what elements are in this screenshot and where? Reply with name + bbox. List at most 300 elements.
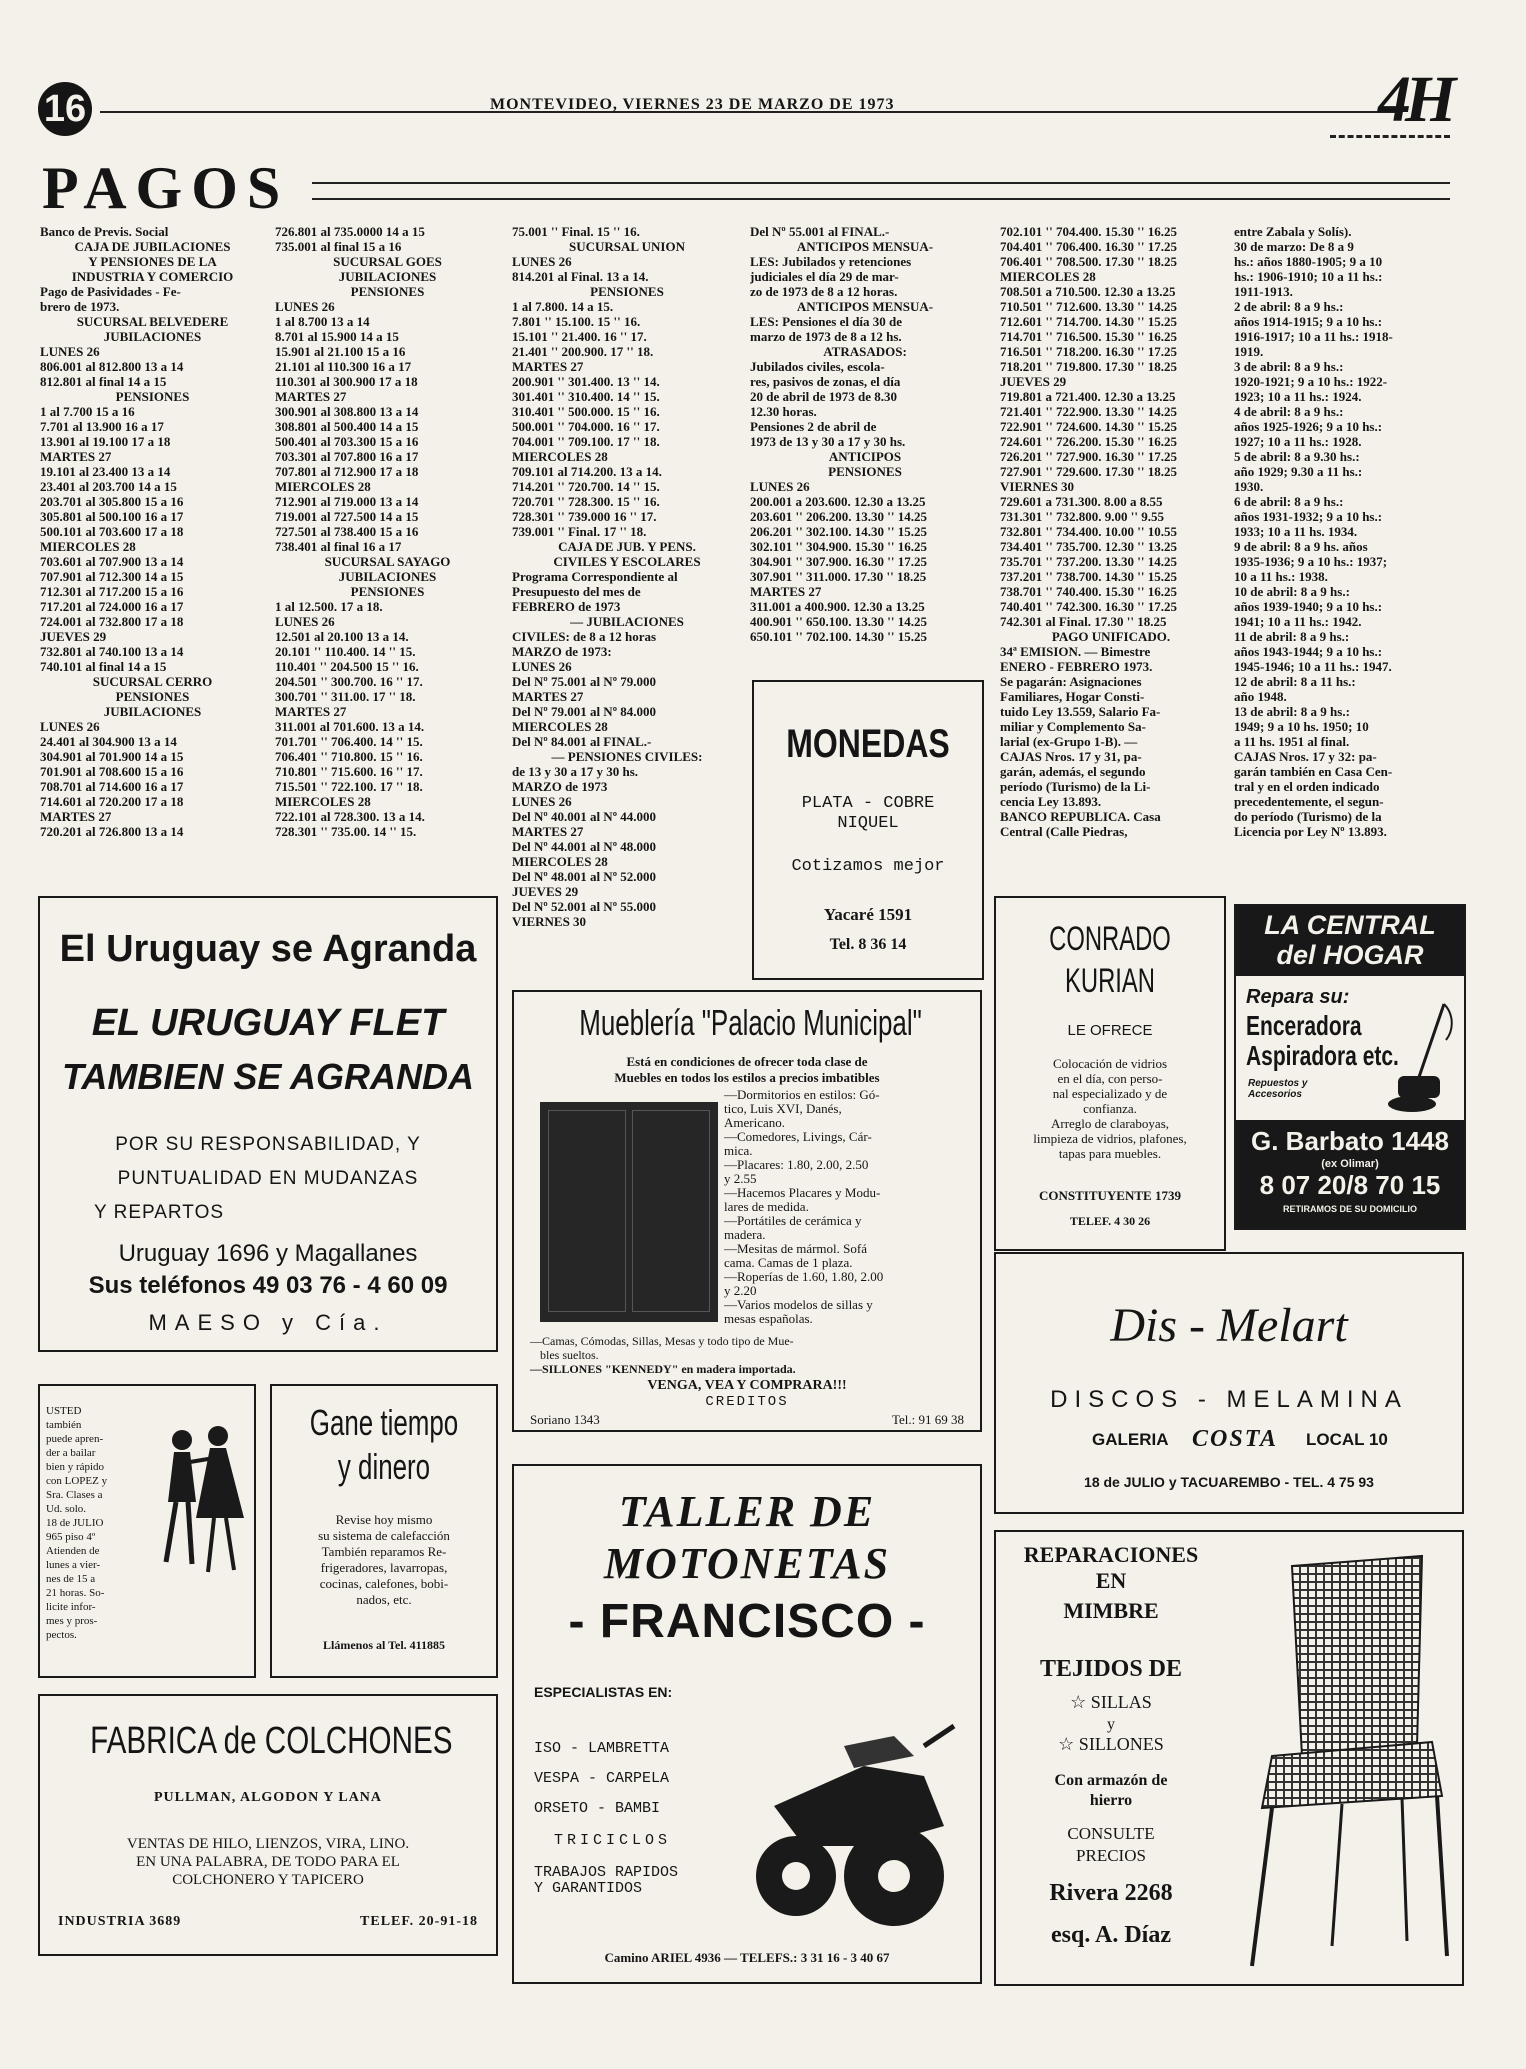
schedule-line: MARTES 27 (512, 689, 584, 704)
schedule-line: Del Nº 52.001 al Nº 55.000 (512, 899, 656, 914)
schedule-line: SUCURSAL UNION (569, 239, 685, 254)
schedule-line: 21.401 '' 200.900. 17 '' 18. (512, 344, 654, 359)
schedule-line: MARTES 27 (512, 824, 584, 839)
schedule-line: 1923; 10 a 11 hs.: 1924. (1234, 389, 1362, 404)
lopez-text-line: 18 de JULIO (46, 1517, 104, 1529)
schedule-line: PENSIONES (828, 464, 902, 479)
schedule-line: SUCURSAL SAYAGO (324, 554, 451, 569)
taller-fast1: TRABAJOS RAPIDOS (534, 1864, 679, 1881)
schedule-line: 12.30 horas. (750, 404, 817, 419)
muebleria-credit: CREDITOS (705, 1394, 789, 1410)
lopez-text-line: USTED (46, 1405, 82, 1417)
schedule-line: JUEVES 29 (40, 629, 107, 644)
schedule-line: 4 de abril: 8 a 9 hs.: (1234, 404, 1344, 419)
colchones-phone: TELEF. 20-91-18 (360, 1914, 478, 1929)
schedule-line: Pensiones 2 de abril de (750, 419, 877, 434)
schedule-line: LES: Pensiones el día 30 de (750, 314, 903, 329)
schedule-line: 15.901 al 21.100 15 a 16 (275, 344, 406, 359)
schedule-line: JUBILACIONES (103, 704, 202, 719)
schedule-line: ANTICIPOS MENSUA- (796, 299, 934, 314)
schedule-line: 720.201 al 726.800 13 a 14 (40, 824, 184, 839)
schedule-line: hs.: 1906-1910; 10 a 11 hs.: (1234, 269, 1383, 284)
schedule-line: 712.301 al 717.200 15 a 16 (40, 584, 184, 599)
schedule-line: 738.401 al final 16 a 17 (275, 539, 402, 554)
mimbre-frame2: hierro (1089, 1792, 1133, 1809)
muebleria-intro2: Muebles en todos los estilos a precios imbatibles (614, 1070, 880, 1085)
lopez-text (46, 1404, 158, 1642)
mimbre-corner: esq. A. Díaz (1051, 1922, 1171, 1948)
schedule-line: ENERO - FEBRERO 1973. (1000, 659, 1153, 674)
taller-address: Camino ARIEL 4936 — TELEFS.: 3 31 16 - 3 40 67 (604, 1950, 890, 1965)
schedule-line: 735.001 al final 15 a 16 (275, 239, 402, 254)
monedas-phone: Tel. 8 36 14 (829, 936, 907, 953)
colchones-body2: EN UNA PALABRA, DE TODO PARA EL (136, 1854, 400, 1870)
schedule-line: 304.901 '' 307.900. 16.30 '' 17.25 (750, 554, 927, 569)
schedule-line: — JUBILACIONES (570, 614, 684, 629)
ad-mimbre (994, 1530, 1464, 1986)
schedule-line: ATRASADOS: (823, 344, 907, 359)
schedule-line: JUBILACIONES (338, 269, 437, 284)
mimbre-sub: TEJIDOS DE (1039, 1656, 1183, 1682)
muebleria-items-line: cama. Camas de 1 plaza. (724, 1255, 853, 1270)
maeso-body1: POR SU RESPONSABILIDAD, Y (115, 1134, 421, 1155)
schedule-line: 305.801 al 500.100 16 a 17 (40, 509, 184, 524)
schedule-line: 701.901 al 708.600 15 a 16 (40, 764, 184, 779)
schedule-line: 712.601 '' 714.700. 14.30 '' 15.25 (1000, 314, 1177, 329)
schedule-line: año 1929; 9.30 a 11 hs.: (1234, 464, 1363, 479)
schedule-line: CAJAS Nros. 17 y 31, pa- (1000, 749, 1142, 764)
schedule-line: 23.401 al 203.700 14 a 15 (40, 479, 177, 494)
schedule-line: 300.701 '' 311.00. 17 '' 18. (275, 689, 416, 704)
schedule-line: 719.001 al 727.500 14 a 15 (275, 509, 419, 524)
schedule-line: 10 a 11 hs.: 1938. (1234, 569, 1328, 584)
logo-underline (1330, 135, 1450, 138)
schedule-line: 714.701 '' 716.500. 15.30 '' 16.25 (1000, 329, 1177, 344)
schedule-line: 701.701 '' 706.400. 14 '' 15. (275, 734, 423, 749)
schedule-line: MIERCOLES 28 (512, 854, 608, 869)
pagos-column-4 (750, 224, 980, 659)
muebleria-items-line: —Mesitas de mármol. Sofá (724, 1241, 867, 1256)
schedule-line: 720.701 '' 728.300. 15 '' 16. (512, 494, 660, 509)
schedule-line: JUBILACIONES (103, 329, 202, 344)
schedule-line: 814.201 al Final. 13 a 14. (512, 269, 649, 284)
lopez-text-line: licite infor- (46, 1601, 96, 1613)
schedule-line: larial (ex-Grupo 1-B). — (1000, 734, 1138, 749)
schedule-line: 500.401 al 703.300 15 a 16 (275, 434, 419, 449)
schedule-line: MARTES 27 (750, 584, 822, 599)
muebleria-items-line: mesas españolas. (724, 1311, 813, 1326)
schedule-line: Programa Correspondiente al (512, 569, 678, 584)
schedule-line: 203.701 al 305.800 15 a 16 (40, 494, 184, 509)
lopez-text-line: lunes a vier- (46, 1559, 101, 1571)
colchones-sub: PULLMAN, ALGODON Y LANA (153, 1790, 383, 1805)
central-repair: Repara su: (1246, 986, 1350, 1008)
dancing-couple-icon (152, 1422, 252, 1600)
muebleria-footer3: —SILLONES "KENNEDY" en madera importada. (530, 1362, 796, 1376)
ad-melart (994, 1252, 1464, 1514)
schedule-line: Familiares, Hogar Consti- (1000, 689, 1145, 704)
schedule-line: JUEVES 29 (512, 884, 579, 899)
schedule-line: 728.301 '' 735.00. 14 '' 15. (275, 824, 417, 839)
kurian-offers: LE OFRECE (1067, 1022, 1153, 1039)
ad-maeso (38, 896, 498, 1352)
schedule-line: Jubilados civiles, escola- (750, 359, 885, 374)
schedule-line: 308.801 al 500.400 14 a 15 (275, 419, 419, 434)
schedule-line: FEBRERO de 1973 (512, 599, 621, 614)
ad-gane-tiempo (270, 1384, 498, 1678)
schedule-line: 206.201 '' 302.100. 14.30 '' 15.25 (750, 524, 927, 539)
schedule-line: MIERCOLES 28 (512, 449, 608, 464)
lopez-text-line: puede apren- (46, 1433, 104, 1445)
schedule-line: años 1943-1944; 9 a 10 hs.: (1234, 644, 1383, 659)
schedule-line: 6 de abril: 8 a 9 hs.: (1234, 494, 1344, 509)
taller-brands-line: ORSETO - BAMBI (534, 1800, 661, 1817)
ad-kurian (994, 896, 1226, 1251)
muebleria-address: Soriano 1343 (530, 1412, 600, 1427)
schedule-line: marzo de 1973 de 8 a 12 hs. (750, 329, 902, 344)
melart-tagline: DISCOS - MELAMINA (1050, 1386, 1408, 1413)
kurian-body-line: Colocación de vidrios (1052, 1056, 1168, 1071)
taller-title1: TALLER DE (618, 1487, 876, 1536)
schedule-line: 728.301 '' 739.000 16 '' 17. (512, 509, 657, 524)
kurian-body-line: nal especializado y de (1052, 1086, 1168, 1101)
schedule-line: 726.801 al 735.0000 14 a 15 (275, 224, 425, 239)
schedule-line: 13.901 al 19.100 17 a 18 (40, 434, 171, 449)
title-rules (312, 182, 1450, 200)
maeso-line1: EL URUGUAY FLET (91, 1002, 445, 1044)
schedule-line: MIERCOLES 28 (40, 539, 136, 554)
maeso-firm: MAESO y Cía. (148, 1310, 388, 1335)
muebleria-items-line: —Portátiles de cerámica y (724, 1213, 862, 1228)
schedule-line: MARTES 27 (40, 809, 112, 824)
schedule-line: 15.101 '' 21.400. 16 '' 17. (512, 329, 647, 344)
schedule-line: LES: Jubilados y retenciones (750, 254, 912, 269)
kurian-name1: CONRADO (1049, 920, 1171, 958)
pagos-column-3 (512, 224, 742, 979)
taller-title3: - FRANCISCO - (568, 1595, 926, 1648)
schedule-line: do período (Turismo) de la (1234, 809, 1382, 824)
schedule-line: 740.401 '' 742.300. 16.30 '' 17.25 (1000, 599, 1177, 614)
schedule-line: 739.001 '' Final. 17 '' 18. (512, 524, 647, 539)
schedule-line: 7.801 '' 15.100. 15 '' 16. (512, 314, 641, 329)
schedule-line: 311.001 a 400.900. 12.30 a 13.25 (750, 599, 925, 614)
gane-body-line: También reparamos Re- (321, 1544, 447, 1559)
central-address-note: (ex Olimar) (1321, 1158, 1379, 1170)
schedule-line: 307.901 '' 311.000. 17.30 '' 18.25 (750, 569, 927, 584)
gane-phone: Llámenos al Tel. 411885 (322, 1638, 446, 1652)
lopez-text-line: mes y pros- (46, 1615, 98, 1627)
schedule-line: 8.701 al 15.900 14 a 15 (275, 329, 399, 344)
gane-title2: y dinero (337, 1446, 431, 1487)
schedule-line: LUNES 26 (40, 344, 100, 359)
newspaper-logo: 4H (1378, 63, 1451, 136)
muebleria-items-line: —Roperías de 1.60, 1.80, 2.00 (724, 1269, 884, 1284)
schedule-line: MARTES 27 (275, 389, 347, 404)
central-pickup: RETIRAMOS DE SU DOMICILIO (1282, 1204, 1417, 1214)
schedule-line: 722.901 '' 724.600. 14.30 '' 15.25 (1000, 419, 1177, 434)
lopez-text-line: der a bailar (46, 1447, 96, 1459)
schedule-line: 722.101 al 728.300. 13 a 14. (275, 809, 425, 824)
schedule-line: Del Nº 75.001 al Nº 79.000 (512, 674, 656, 689)
schedule-line: 302.101 '' 304.900. 15.30 '' 16.25 (750, 539, 927, 554)
schedule-line: 20 de abril de 1973 de 8.30 (750, 389, 897, 404)
schedule-line: 1920-1921; 9 a 10 hs.: 1922- (1234, 374, 1388, 389)
kurian-name2: KURIAN (1065, 962, 1155, 1000)
schedule-line: SUCURSAL GOES (333, 254, 442, 269)
schedule-line: 735.701 '' 737.200. 13.30 '' 14.25 (1000, 554, 1177, 569)
schedule-line: JUEVES 29 (1000, 374, 1067, 389)
schedule-line: 650.101 '' 702.100. 14.30 '' 15.25 (750, 629, 927, 644)
gane-body-line: cocinas, calefones, bobi- (319, 1576, 449, 1591)
taller-specialists: ESPECIALISTAS EN: (534, 1684, 673, 1700)
schedule-line: MARTES 27 (512, 359, 584, 374)
schedule-line: BANCO REPUBLICA. Casa (1000, 809, 1161, 824)
schedule-line: MARTES 27 (275, 704, 347, 719)
schedule-line: 1941; 10 a 11 hs.: 1942. (1234, 614, 1362, 629)
schedule-line: MIERCOLES 28 (512, 719, 608, 734)
schedule-line: 12 de abril: 8 a 11 hs.: (1234, 674, 1356, 689)
schedule-line: 1 al 7.800. 14 a 15. (512, 299, 614, 314)
schedule-line: LUNES 26 (275, 614, 335, 629)
schedule-line: ANTICIPOS (828, 449, 902, 464)
muebleria-items-line: tico, Luis XVI, Danés, (724, 1101, 842, 1116)
muebleria-items-line: —Dormitorios en estilos: Gó- (724, 1087, 880, 1102)
schedule-line: 710.501 '' 712.600. 13.30 '' 14.25 (1000, 299, 1177, 314)
schedule-line: 1 al 7.700 15 a 16 (40, 404, 135, 419)
schedule-line: CAJAS Nros. 17 y 32: pa- (1234, 749, 1377, 764)
taller-tricycles: TRICICLOS (554, 1832, 672, 1849)
schedule-line: INDUSTRIA Y COMERCIO (71, 269, 234, 284)
schedule-line: Del Nº 84.001 al FINAL.- (512, 734, 652, 749)
schedule-line: CAJA DE JUB. Y PENS. (558, 539, 696, 554)
kurian-body-line: Arreglo de claraboyas, (1050, 1116, 1170, 1131)
schedule-line: 1927; 10 a 11 hs.: 1928. (1234, 434, 1362, 449)
schedule-line: MARZO de 1973: (512, 644, 612, 659)
maeso-body3: Y REPARTOS (93, 1202, 225, 1223)
muebleria-items-line: mica. (724, 1143, 753, 1158)
kurian-body-line: en el día, con perso- (1057, 1071, 1163, 1086)
schedule-line: 11 de abril: 8 a 9 hs.: (1234, 629, 1350, 644)
schedule-line: 500.001 '' 704.000. 16 '' 17. (512, 419, 660, 434)
kurian-body (1012, 1056, 1208, 1161)
monedas-line1: PLATA - COBRE (801, 794, 935, 813)
schedule-line: 742.301 al Final. 17.30 '' 18.25 (1000, 614, 1167, 629)
schedule-line: precedentemente, el segun- (1234, 794, 1384, 809)
schedule-line: judiciales el día 29 de mar- (750, 269, 899, 284)
monedas-address: Yacaré 1591 (823, 905, 913, 924)
schedule-line: 706.401 '' 708.500. 17.30 '' 18.25 (1000, 254, 1177, 269)
schedule-line: 1949; 9 a 10 hs. 1950; 10 (1234, 719, 1369, 734)
pagos-column-5 (1000, 224, 1222, 884)
schedule-line: 310.401 '' 500.000. 15 '' 16. (512, 404, 660, 419)
schedule-line: 13 de abril: 8 a 9 hs.: (1234, 704, 1350, 719)
schedule-line: 714.201 '' 720.700. 14 '' 15. (512, 479, 660, 494)
schedule-line: Del Nº 40.001 al Nº 44.000 (512, 809, 656, 824)
schedule-line: 301.401 '' 310.400. 14 '' 15. (512, 389, 660, 404)
schedule-line: — PENSIONES CIVILES: (551, 749, 703, 764)
ad-muebleria (512, 990, 982, 1432)
schedule-line: VIERNES 30 (1000, 479, 1075, 494)
maeso-address: Uruguay 1696 y Magallanes (118, 1240, 418, 1267)
colchones-body1: VENTAS DE HILO, LIENZOS, VIRA, LINO. (126, 1836, 410, 1852)
schedule-line: ANTICIPOS MENSUA- (796, 239, 934, 254)
lopez-text-line: Ud. solo. (46, 1503, 87, 1515)
ad-colchones (38, 1694, 498, 1956)
schedule-line: 24.401 al 304.900 13 a 14 (40, 734, 177, 749)
central-item1: Enceradora (1246, 1010, 1362, 1041)
ad-lopez-dance (38, 1384, 256, 1678)
schedule-line: 1930. (1234, 479, 1264, 494)
mimbre-consult2: PRECIOS (1076, 1846, 1146, 1865)
schedule-line: cencia Ley 13.893. (1000, 794, 1102, 809)
colchones-title: FABRICA de COLCHONES (90, 1720, 453, 1762)
schedule-line: 731.301 '' 732.800. 9.00 '' 9.55 (1000, 509, 1164, 524)
schedule-line: MIERCOLES 28 (1000, 269, 1096, 284)
schedule-line: 806.001 al 812.800 13 a 14 (40, 359, 184, 374)
schedule-line: Presupuesto del mes de (512, 584, 641, 599)
schedule-line: PENSIONES (350, 284, 425, 299)
schedule-line: entre Zabala y Solís). (1234, 224, 1352, 239)
taller-title2: MOTONETAS (603, 1539, 891, 1588)
melart-name: Dis - Melart (1110, 1299, 1348, 1352)
schedule-line: Del Nº 44.001 al Nº 48.000 (512, 839, 656, 854)
schedule-line: 727.501 al 738.400 15 a 16 (275, 524, 419, 539)
schedule-line: 1 al 12.500. 17 a 18. (275, 599, 383, 614)
schedule-line: CAJA DE JUBILACIONES (74, 239, 231, 254)
pagos-column-6 (1234, 224, 1464, 884)
schedule-line: MARZO de 1973 (512, 779, 608, 794)
schedule-line: tral y en el orden indicado (1234, 779, 1380, 794)
schedule-line: VIERNES 30 (512, 914, 587, 929)
central-phones: 8 07 20/8 70 15 (1259, 1170, 1441, 1200)
muebleria-items-line: y 2.20 (724, 1283, 757, 1298)
schedule-line: años 1931-1932; 9 a 10 hs.: (1234, 509, 1383, 524)
schedule-line: LUNES 26 (275, 299, 335, 314)
central-name2: del HOGAR (1276, 940, 1424, 970)
schedule-line: zo de 1973 de 8 a 12 horas. (750, 284, 898, 299)
taller-brands-line: VESPA - CARPELA (534, 1770, 670, 1787)
muebleria-items-line: madera. (724, 1227, 766, 1242)
schedule-line: 721.401 '' 722.900. 13.30 '' 14.25 (1000, 404, 1177, 419)
schedule-line: Central (Calle Piedras, (1000, 824, 1128, 839)
schedule-line: 707.901 al 712.300 14 a 15 (40, 569, 184, 584)
schedule-line: 19.101 al 23.400 13 a 14 (40, 464, 171, 479)
schedule-line: 200.901 '' 301.400. 13 '' 14. (512, 374, 660, 389)
gane-body-line: nados, etc. (356, 1592, 412, 1607)
lopez-text-line: pectos. (46, 1629, 77, 1641)
page-number: 16 (38, 82, 92, 136)
melart-costa: COSTA (1192, 1426, 1279, 1452)
schedule-line: Y PENSIONES DE LA (88, 254, 217, 269)
schedule-line: 203.601 '' 206.200. 13.30 '' 14.25 (750, 509, 927, 524)
wardrobe-image (540, 1102, 718, 1322)
kurian-phone: TELEF. 4 30 26 (1069, 1214, 1151, 1228)
schedule-line: PENSIONES (115, 689, 190, 704)
schedule-line: a 11 hs. 1951 al final. (1234, 734, 1350, 749)
schedule-line: 702.101 '' 704.400. 15.30 '' 16.25 (1000, 224, 1177, 239)
gane-body (280, 1512, 488, 1608)
motorcycle-icon (744, 1706, 970, 1936)
lopez-text-line: 965 piso 4º (46, 1531, 96, 1543)
muebleria-title: Mueblería "Palacio Municipal" (579, 1002, 922, 1043)
muebleria-items-line: —Placares: 1.80, 2.00, 2.50 (724, 1157, 869, 1172)
schedule-line: 30 de marzo: De 8 a 9 (1234, 239, 1354, 254)
muebleria-items-line: —Comedores, Livings, Cár- (724, 1129, 872, 1144)
schedule-line: 724.001 al 732.800 17 a 18 (40, 614, 184, 629)
kurian-body-line: confianza. (1083, 1101, 1137, 1116)
schedule-line: 719.801 a 721.400. 12.30 a 13.25 (1000, 389, 1176, 404)
schedule-line: Del Nº 48.001 al Nº 52.000 (512, 869, 656, 884)
taller-brands-line: ISO - LAMBRETTA (534, 1740, 670, 1757)
schedule-line: 400.901 '' 650.100. 13.30 '' 14.25 (750, 614, 927, 629)
schedule-line: JUBILACIONES (338, 569, 437, 584)
schedule-line: 20.101 '' 110.400. 14 '' 15. (275, 644, 416, 659)
monedas-title: MONEDAS (786, 722, 950, 766)
lopez-text-line: bien y rápido (46, 1461, 105, 1473)
taller-fast2: Y GARANTIDOS (534, 1880, 643, 1897)
ad-central-hogar (1234, 904, 1466, 1230)
taller-brands (534, 1734, 669, 1824)
schedule-line: 729.601 a 731.300. 8.00 a 8.55 (1000, 494, 1163, 509)
schedule-line: 715.501 '' 722.100. 17 '' 18. (275, 779, 423, 794)
schedule-line: PAGO UNIFICADO. (1051, 629, 1171, 644)
central-address: G. Barbato 1448 (1251, 1126, 1449, 1156)
schedule-line: garán, además, el segundo (1000, 764, 1146, 779)
gane-body-line: Revise hoy mismo (335, 1512, 433, 1527)
schedule-line: Licencia por Ley Nº 13.893. (1234, 824, 1387, 839)
schedule-line: 1911-1913. (1234, 284, 1293, 299)
maeso-line2: TAMBIEN SE AGRANDA (62, 1056, 474, 1097)
mimbre-consult1: CONSULTE (1067, 1824, 1155, 1843)
schedule-line: 304.901 al 701.900 14 a 15 (40, 749, 184, 764)
monedas-line3: Cotizamos mejor (791, 857, 945, 876)
muebleria-footer2: bles sueltos. (540, 1348, 599, 1362)
header-rule (100, 111, 1396, 113)
schedule-line: 727.901 '' 729.600. 17.30 '' 18.25 (1000, 464, 1177, 479)
schedule-line: 10 de abril: 8 a 9 hs.: (1234, 584, 1350, 599)
schedule-line: 703.301 al 707.800 16 a 17 (275, 449, 419, 464)
schedule-line: LUNES 26 (40, 719, 100, 734)
schedule-line: período (Turismo) de la Li- (1000, 779, 1151, 794)
schedule-line: Banco de Previs. Social (40, 224, 169, 239)
mimbre-title1: REPARACIONES EN (1023, 1542, 1199, 1593)
schedule-line: 708.501 a 710.500. 12.30 a 13.25 (1000, 284, 1176, 299)
schedule-line: año 1948. (1234, 689, 1287, 704)
schedule-line: hs.: años 1880-1905; 9 a 10 (1234, 254, 1383, 269)
schedule-line: 110.301 al 300.900 17 a 18 (275, 374, 418, 389)
central-item2: Aspiradora etc. (1246, 1040, 1399, 1071)
maeso-headline: El Uruguay se Agranda (59, 928, 477, 970)
muebleria-items-line: Americano. (724, 1115, 786, 1130)
mimbre-and: y (1107, 1716, 1115, 1733)
schedule-line: 21.101 al 110.300 16 a 17 (275, 359, 412, 374)
schedule-line: 12.501 al 20.100 13 a 14. (275, 629, 409, 644)
schedule-line: 738.701 '' 740.400. 15.30 '' 16.25 (1000, 584, 1177, 599)
schedule-line: 1933; 10 a 11 hs. 1934. (1234, 524, 1358, 539)
schedule-line: 5 de abril: 8 a 9.30 hs.: (1234, 449, 1360, 464)
schedule-line: SUCURSAL CERRO (92, 674, 213, 689)
schedule-line: 3 de abril: 8 a 9 hs.: (1234, 359, 1344, 374)
mimbre-address: Rivera 2268 (1049, 1880, 1173, 1906)
schedule-line: 1935-1936; 9 a 10 hs.: 1937; (1234, 554, 1388, 569)
schedule-line: 724.601 '' 726.200. 15.30 '' 16.25 (1000, 434, 1177, 449)
schedule-line: 726.201 '' 727.900. 16.30 '' 17.25 (1000, 449, 1177, 464)
schedule-line: 732.801 al 740.100 13 a 14 (40, 644, 184, 659)
schedule-line: 812.801 al final 14 a 15 (40, 374, 167, 389)
schedule-line: 500.101 al 703.600 17 a 18 (40, 524, 184, 539)
colchones-address: INDUSTRIA 3689 (58, 1914, 182, 1929)
central-parts: Repuestos y Accesorios (1248, 1078, 1308, 1100)
